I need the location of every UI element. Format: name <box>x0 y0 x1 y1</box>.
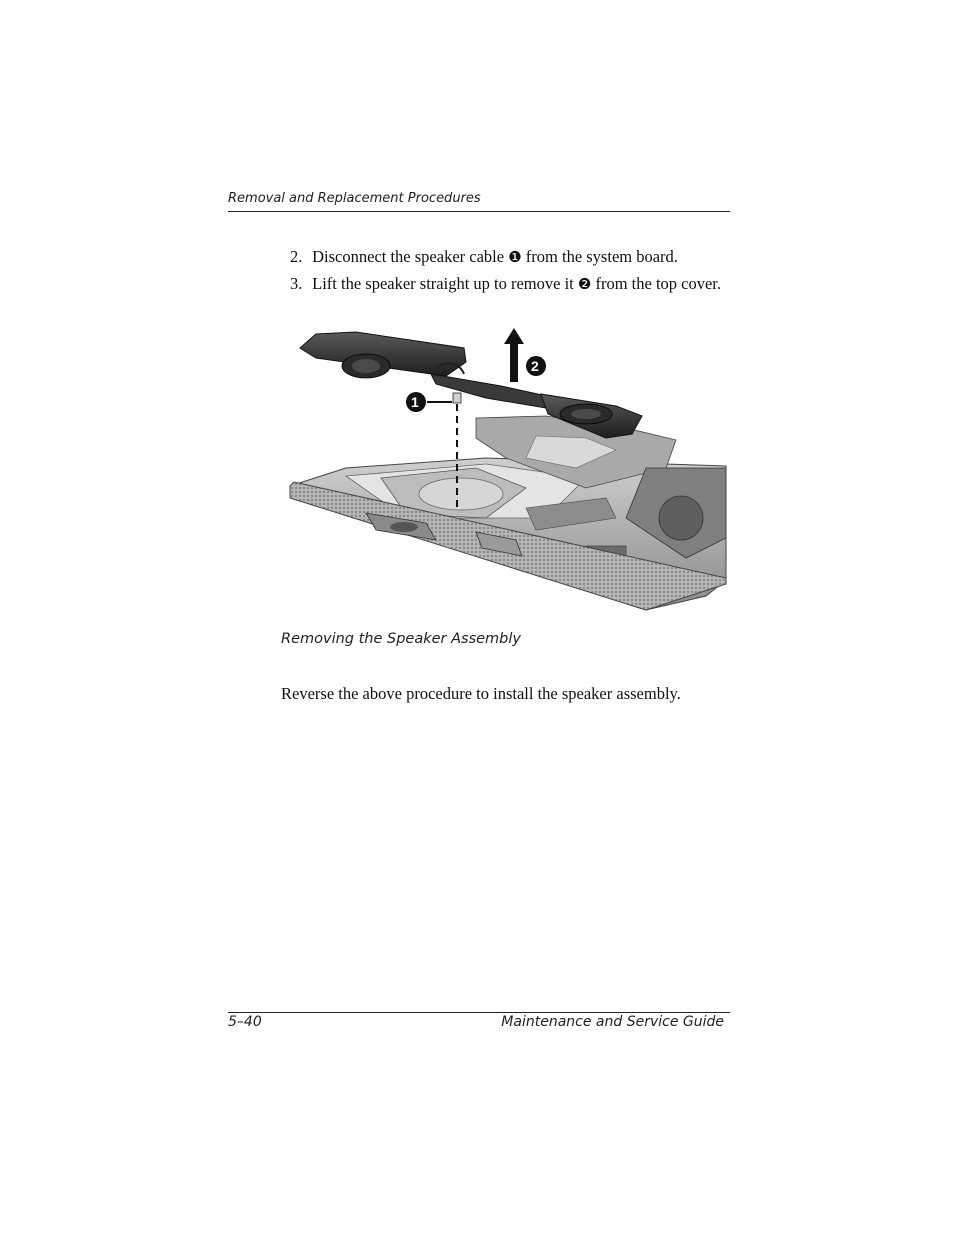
callout-1-marker: ❶ <box>508 248 522 266</box>
procedure-steps <box>290 247 721 301</box>
step-number: 2. <box>290 247 303 266</box>
header-rule <box>228 211 730 212</box>
figure-caption: Removing the Speaker Assembly <box>281 631 522 647</box>
step-text: Disconnect the speaker cable <box>312 247 509 266</box>
callout-1-label: 1 <box>411 394 419 410</box>
footer-rule <box>228 1012 730 1013</box>
running-head: Removal and Replacement Procedures <box>228 191 481 206</box>
guide-title: Maintenance and Service Guide <box>501 1014 724 1030</box>
step-2 <box>290 247 721 274</box>
top-cover <box>290 416 726 610</box>
step-text-end: from the system board. <box>521 247 678 266</box>
callout-2-label: 2 <box>531 358 539 374</box>
step-text-end: from the top cover. <box>591 274 722 293</box>
callout-2-marker: ❷ <box>577 275 592 293</box>
reinstall-paragraph: Reverse the above procedure to install the speaker assembly. <box>281 684 681 703</box>
step-text: Lift the speaker straight up to remove it <box>312 274 578 293</box>
speaker-removal-illustration <box>286 318 730 618</box>
speaker-assembly <box>300 332 642 438</box>
step-number: 3. <box>290 274 303 293</box>
lift-arrow-icon <box>504 328 524 382</box>
page-number: 5–40 <box>228 1014 262 1030</box>
step-3 <box>290 274 721 301</box>
